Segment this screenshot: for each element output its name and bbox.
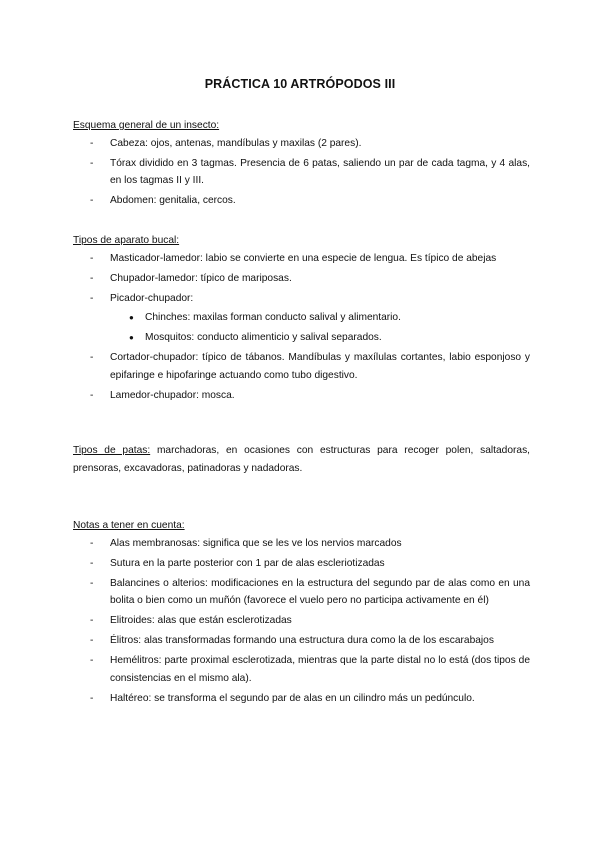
list-item: - Cabeza: ojos, antenas, mandíbulas y maxilas (2 pares). xyxy=(73,135,530,153)
section-esquema xyxy=(73,117,530,212)
list-item: - Sutura en la parte posterior con 1 par de alas escleriotizadas xyxy=(73,555,530,573)
list-item: - Balancines o alterios: modificaciones en la estructura del segundo par de alas como en una bolita o bien como un muñón (favorece el vuelo pero no participa activamente en él) xyxy=(73,575,530,610)
notas-list xyxy=(73,535,530,708)
bucal-list xyxy=(73,250,530,405)
section-heading-notas: Notas a tener en cuenta: xyxy=(73,520,185,531)
esquema-list xyxy=(73,135,530,210)
list-item: - Elitroides: alas que están esclerotizadas xyxy=(73,612,530,630)
list-item: - Masticador-lamedor: labio se convierte en una especie de lengua. Es típico de abejas xyxy=(73,250,530,268)
list-item: - Hemélitros: parte proximal esclerotizada, mientras que la parte distal no lo está (dos tipos de consistencias en el mismo ala). xyxy=(73,652,530,687)
list-item: - Chupador-lamedor: típico de mariposas. xyxy=(73,270,530,288)
page-title: PRÁCTICA 10 ARTRÓPODOS III xyxy=(204,77,396,91)
sublist-item: ● Chinches: maxilas forman conducto salival y alimentario. xyxy=(110,309,530,327)
list-item: - Tórax dividido en 3 tagmas. Presencia de 6 patas, saliendo un par de cada tagma, y 4 alas, en los tagmas II y III. xyxy=(73,155,530,190)
list-item-text: Picador-chupador: xyxy=(110,292,194,304)
section-patas xyxy=(73,442,530,477)
list-item: - Cortador-chupador: típico de tábanos. Mandíbulas y maxílulas cortantes, labio esponjoso y epifaringe e hipofaringe actuando como tubo digestivo. xyxy=(73,349,530,384)
section-heading-esquema: Esquema general de un insecto: xyxy=(73,120,220,131)
section-heading-bucal: Tipos de aparato bucal: xyxy=(73,235,180,246)
list-item xyxy=(73,290,530,347)
list-item: - Élitros: alas transformadas formando una estructura dura como la de los escarabajos xyxy=(73,632,530,650)
picador-sublist xyxy=(110,309,530,347)
patas-text: marchadoras, en ocasiones con estructuras para recoger polen, saltadoras, prensoras, excavadoras, patinadoras y nadadoras. xyxy=(73,445,530,474)
section-bucal xyxy=(73,232,530,407)
patas-lead: Tipos de patas: xyxy=(73,445,151,456)
list-item: - Abdomen: genitalia, cercos. xyxy=(73,192,530,210)
list-item: - Lamedor-chupador: mosca. xyxy=(73,387,530,405)
sublist-item: ● Mosquitos: conducto alimenticio y salival separados. xyxy=(110,329,530,347)
section-notas xyxy=(73,517,530,710)
list-item: - Alas membranosas: significa que se les ve los nervios marcados xyxy=(73,535,530,553)
list-item: - Haltéreo: se transforma el segundo par de alas en un cilindro más un pedúnculo. xyxy=(73,690,530,708)
